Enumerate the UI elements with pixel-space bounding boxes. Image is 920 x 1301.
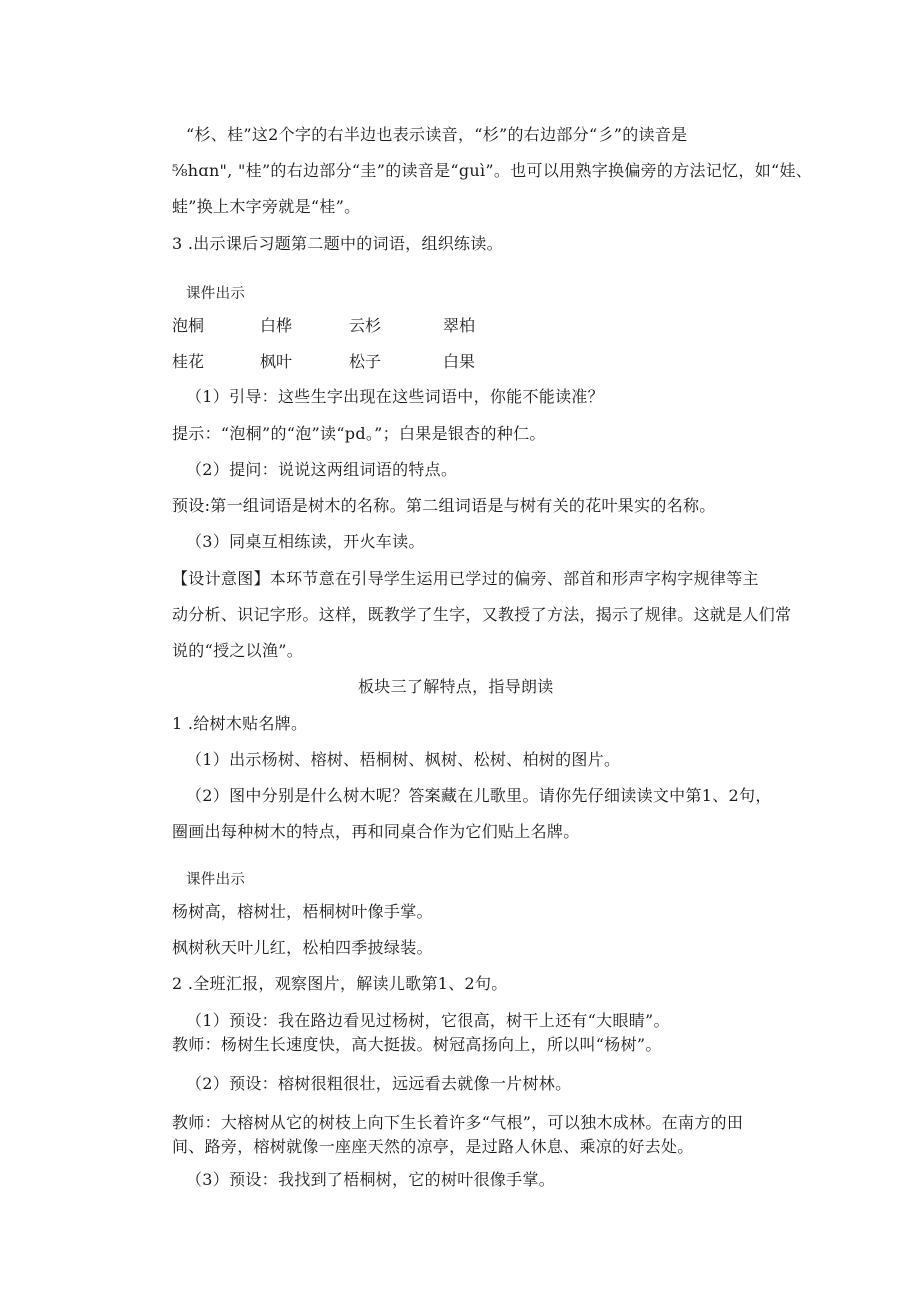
preset-2: （2）预设：榕树很粗很壮，远远看去就像一片树林。 xyxy=(186,1074,572,1093)
design-intent-line-3: 说的“授之以渔”。 xyxy=(172,641,304,660)
vocab-word: 枫叶 xyxy=(260,352,293,371)
intro-line-1: “杉、桂”这2个字的右半边也表示读音，“杉”的右边部分“彡”的读音是 xyxy=(186,125,688,144)
teacher-2b: 间、路旁，榕树就像一座座天然的凉亭，是过路人休息、乘凉的好去处。 xyxy=(172,1137,694,1156)
vocab-word: 翠柏 xyxy=(443,316,476,335)
guide-question-2: （2）提问：说说这两组词语的特点。 xyxy=(186,460,458,479)
intro-line-3: 蛙”换上木字旁就是“桂”。 xyxy=(172,197,361,216)
guide-question-3: （3）同桌互相练读，开火车读。 xyxy=(186,532,425,551)
section-step-1-2a: （2）图中分别是什么树木呢？答案藏在儿歌里。请你先仔细读读文中第1、2句， xyxy=(186,786,772,805)
section-step-1-1: （1）出示杨树、榕树、梧桐树、枫树、松树、柏树的图片。 xyxy=(186,750,621,769)
vocab-word: 桂花 xyxy=(172,352,205,371)
teacher-2a: 教师：大榕树从它的树枝上向下生长着许多“气根”，可以独木成林。在南方的田 xyxy=(172,1113,744,1132)
section-title: 板块三了解特点，指导朗读 xyxy=(358,677,554,696)
step-2-heading: 2 .全班汇报，观察图片，解读儿歌第1、2句。 xyxy=(172,974,508,993)
vocab-word: 云杉 xyxy=(349,316,382,335)
pronunciation-hint: 提示：“泡桐”的“泡”读“pd。”；白果是银杏的种仁。 xyxy=(172,424,546,443)
section-step-1-2b: 圈画出每种树木的特点，再和同桌合作为它们贴上名牌。 xyxy=(172,822,580,841)
section-step-1: 1 .给树木贴名牌。 xyxy=(172,714,308,733)
guide-preset: 预设:第一组词语是树木的名称。第二组词语是与树有关的花叶果实的名称。 xyxy=(172,496,716,515)
courseware-label-2: 课件出示 xyxy=(186,872,246,888)
design-intent-line-1: 【设计意图】本环节意在引导学生运用已学过的偏旁、部首和形声字构字规律等主 xyxy=(172,569,759,588)
nursery-rhyme-line-1: 杨树高，榕树壮，梧桐树叶像手掌。 xyxy=(172,902,433,921)
vocab-word: 白果 xyxy=(443,352,476,371)
design-intent-line-2: 动分析、识记字形。这样，既教学了生字，又教授了方法，揭示了规律。这就是人们常 xyxy=(172,605,792,624)
courseware-label-1: 课件出示 xyxy=(186,286,246,302)
preset-3: （3）预设：我找到了梧桐树，它的树叶很像手掌。 xyxy=(186,1170,556,1189)
teacher-1: 教师：杨树生长速度快，高大挺拔。树冠高扬向上，所以叫“杨树”。 xyxy=(172,1035,662,1054)
vocab-word: 泡桐 xyxy=(172,316,205,335)
preset-1: （1）预设：我在路边看见过杨树，它很高，树干上还有“大眼睛”。 xyxy=(186,1011,670,1030)
guide-question-1: （1）引导：这些生字出现在这些词语中，你能不能读准？ xyxy=(186,387,604,406)
nursery-rhyme-line-2: 枫树秋天叶儿红，松柏四季披绿装。 xyxy=(172,938,433,957)
intro-line-2: ⅝hɑn", "桂”的右边部分“圭”的读音是“guì”。也可以用熟字换偏旁的方法记忆，如“娃、 xyxy=(172,161,813,180)
step-3-heading: 3 .出示课后习题第二题中的词语，组织练读。 xyxy=(172,234,503,253)
vocab-word: 白桦 xyxy=(260,316,293,335)
vocab-word: 松子 xyxy=(349,352,382,371)
